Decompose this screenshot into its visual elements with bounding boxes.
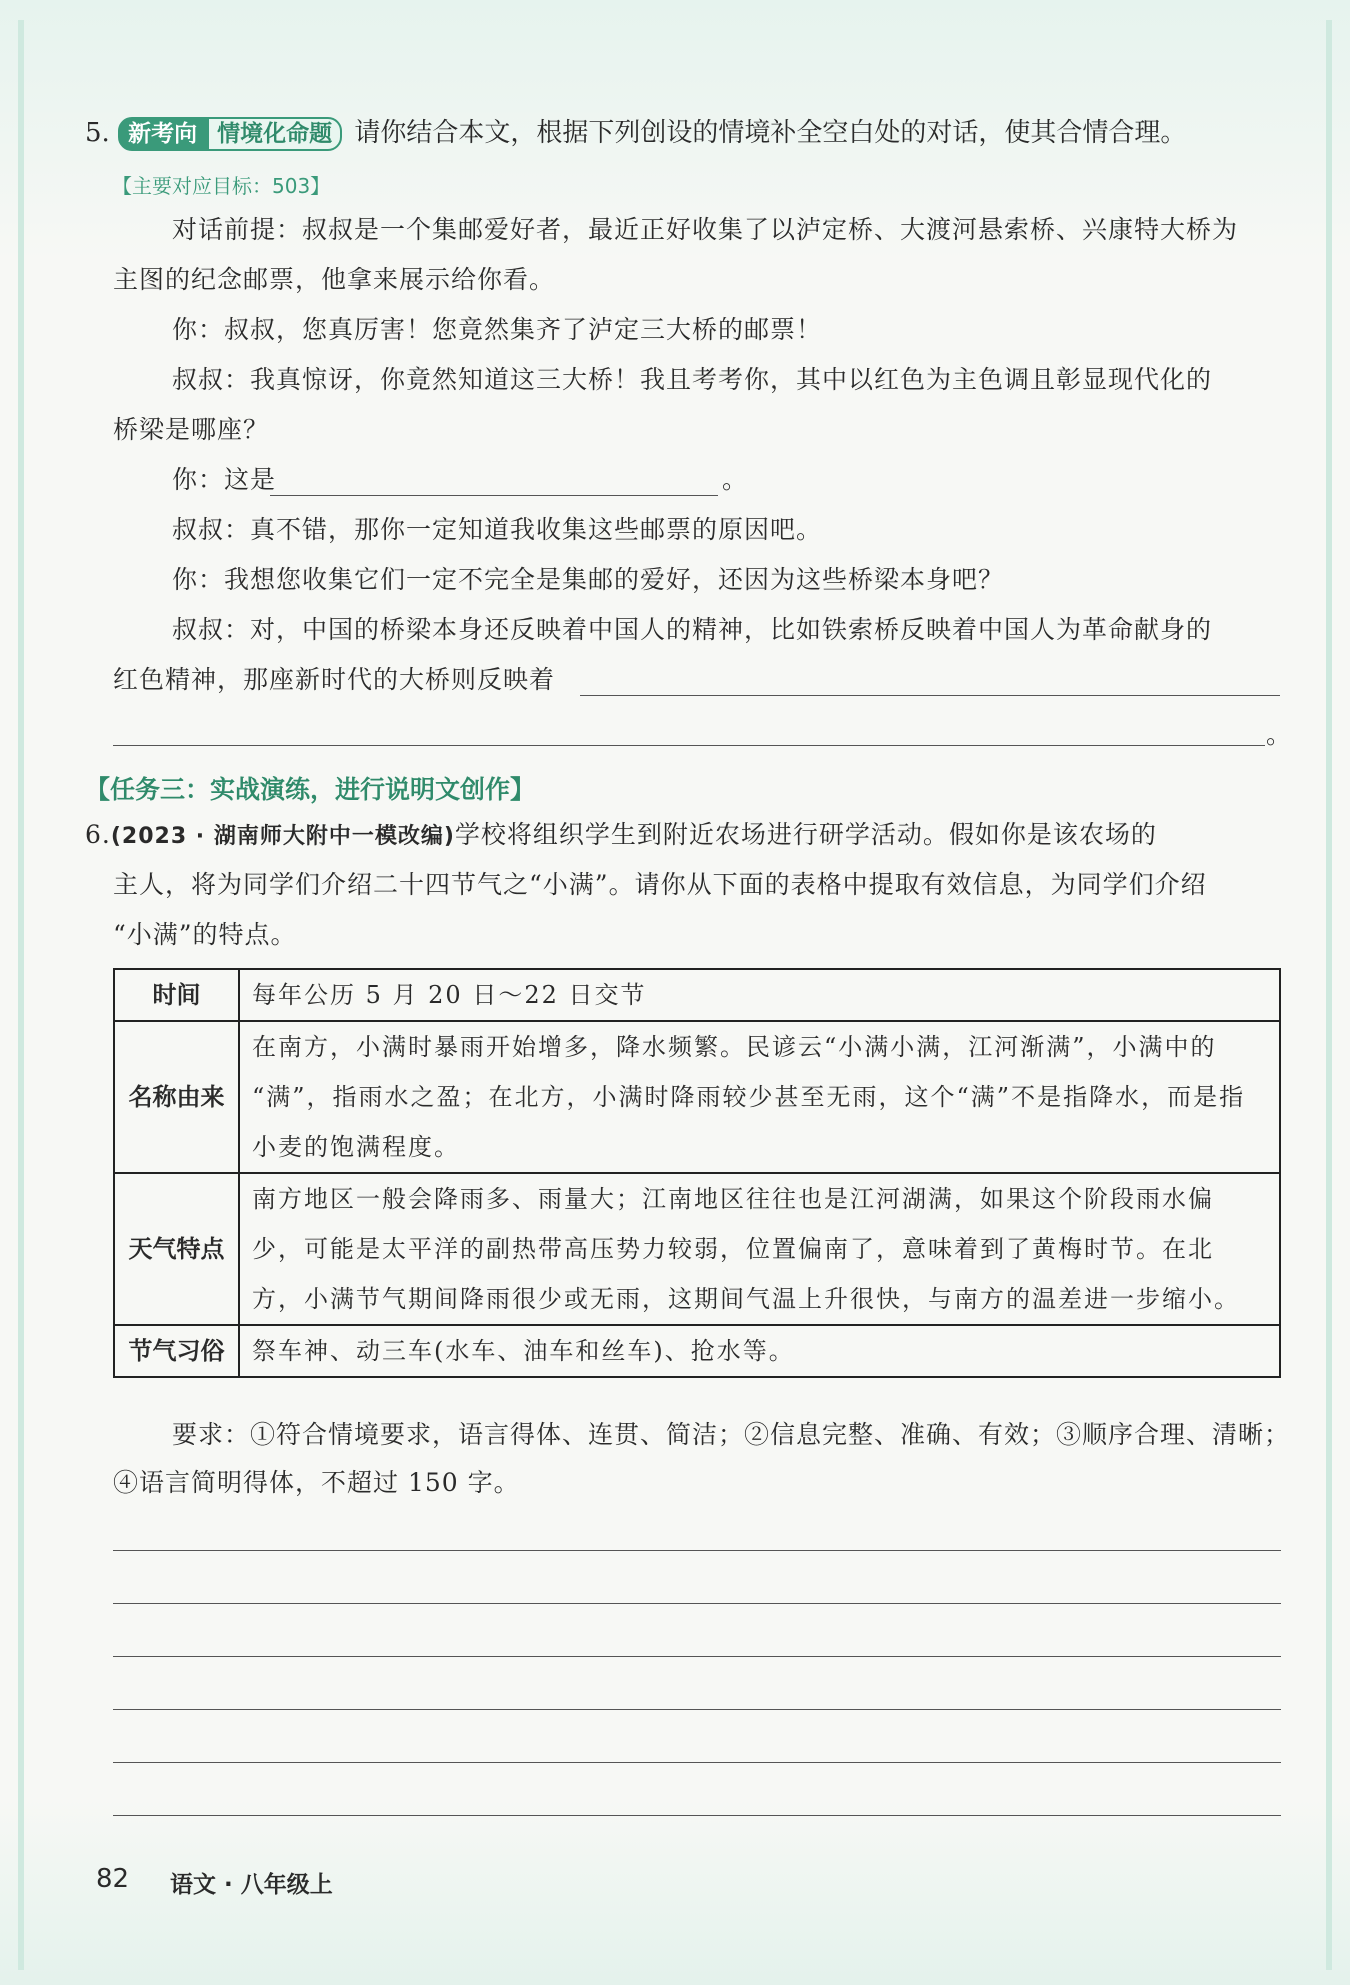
answer-blank-1[interactable]	[270, 495, 718, 496]
row-header: 节气习俗	[114, 1325, 239, 1377]
row-value: 在南方，小满时暴雨开始增多，降水频繁。民谚云“小满小满，江河渐满”，小满中的 “满”，指雨水之盈；在北方，小满时降雨较少甚至无雨，这个“满”不是指降水，而是指 小麦的饱满程度。	[239, 1021, 1280, 1173]
target-note: 【主要对应目标：503】	[112, 174, 331, 198]
table-row	[114, 1325, 1280, 1377]
row-value: 南方地区一般会降雨多、雨量大；江南地区往往也是江河湖满，如果这个阶段雨水偏 少，可能是太平洋的副热带高压势力较弱，位置偏南了，意味着到了黄梅时节。在北 方，小满节气期间降雨很少或无雨，这期间气温上升很快，与南方的温差进一步缩小。	[239, 1173, 1280, 1325]
task-three-heading: 【任务三：实战演练，进行说明文创作】	[85, 775, 536, 804]
answer-blank-2[interactable]	[580, 695, 1280, 696]
question-text: 学校将组织学生到附近农场进行研学活动。假如你是该农场的	[454, 820, 1157, 849]
dialog-line: 叔叔：真不错，那你一定知道我收集这些邮票的原因吧。	[172, 515, 823, 544]
row-value: 每年公历 5 月 20 日～22 日交节	[239, 969, 1280, 1021]
writing-line[interactable]	[113, 1815, 1281, 1816]
dialog-line: 。	[1266, 720, 1293, 749]
book-title: 语文 · 八年级上	[170, 1872, 333, 1898]
dialog-line: 对话前提：叔叔是一个集邮爱好者，最近正好收集了以泸定桥、大渡河悬索桥、兴康特大桥为	[172, 215, 1239, 244]
writing-line[interactable]	[113, 1762, 1281, 1763]
dialog-line: 红色精神，那座新时代的大桥则反映着	[113, 665, 556, 694]
row-header: 天气特点	[114, 1173, 239, 1325]
writing-line[interactable]	[113, 1603, 1281, 1604]
row-header: 时间	[114, 969, 239, 1021]
question-number: 5.	[85, 118, 110, 148]
dialog-line: 你：我想您收集它们一定不完全是集邮的爱好，还因为这些桥梁本身吧？	[172, 565, 1005, 594]
writing-line[interactable]	[113, 1550, 1281, 1551]
solar-term-table	[113, 968, 1281, 1378]
left-border	[18, 20, 24, 1970]
dialog-line: 你：这是	[172, 465, 277, 494]
dialog-line: 桥梁是哪座？	[113, 415, 270, 444]
row-value: 祭车神、动三车(水车、油车和丝车)、抢水等。	[239, 1325, 1280, 1377]
table-row	[114, 1173, 1280, 1325]
page-number: 82	[96, 1864, 130, 1894]
question-5-header	[85, 117, 1186, 151]
dialog-line: 叔叔：我真惊讶，你竟然知道这三大桥！我且考考你，其中以红色为主色调且彰显现代化的	[172, 365, 1213, 394]
writing-line[interactable]	[113, 1656, 1281, 1657]
new-direction-tag: 新考向	[118, 117, 207, 151]
question-prompt: 请你结合本文，根据下列创设的情境补全空白处的对话，使其合情合理。	[354, 118, 1187, 148]
requirements-line: ④语言简明得体，不超过 150 字。	[113, 1468, 520, 1497]
question-text: 主人，将为同学们介绍二十四节气之“小满”。请你从下面的表格中提取有效信息，为同学们介绍	[113, 870, 1207, 899]
dialog-line: 主图的纪念邮票，他拿来展示给你看。	[113, 265, 556, 294]
question-source: (2023 · 湖南师大附中一模改编)	[110, 824, 455, 849]
dialog-line: 。	[722, 465, 749, 494]
dialog-line: 你：叔叔，您真厉害！您竟然集齐了泸定三大桥的邮票！	[172, 315, 823, 344]
answer-blank-3[interactable]	[113, 745, 1265, 746]
table-row	[114, 969, 1280, 1021]
right-border	[1326, 20, 1332, 1970]
question-text: “小满”的特点。	[113, 920, 297, 949]
question-6-line	[85, 820, 1157, 852]
table-row	[114, 1021, 1280, 1173]
writing-line[interactable]	[113, 1709, 1281, 1710]
dialog-line: 叔叔：对，中国的桥梁本身还反映着中国人的精神，比如铁索桥反映着中国人为革命献身的	[172, 615, 1213, 644]
row-header: 名称由来	[114, 1021, 239, 1173]
requirements-line: 要求：①符合情境要求，语言得体、连贯、简洁；②信息完整、准确、有效；③顺序合理、清晰；	[172, 1420, 1291, 1449]
question-type-tag: 情境化命题	[207, 117, 342, 151]
question-number: 6.	[85, 820, 111, 849]
